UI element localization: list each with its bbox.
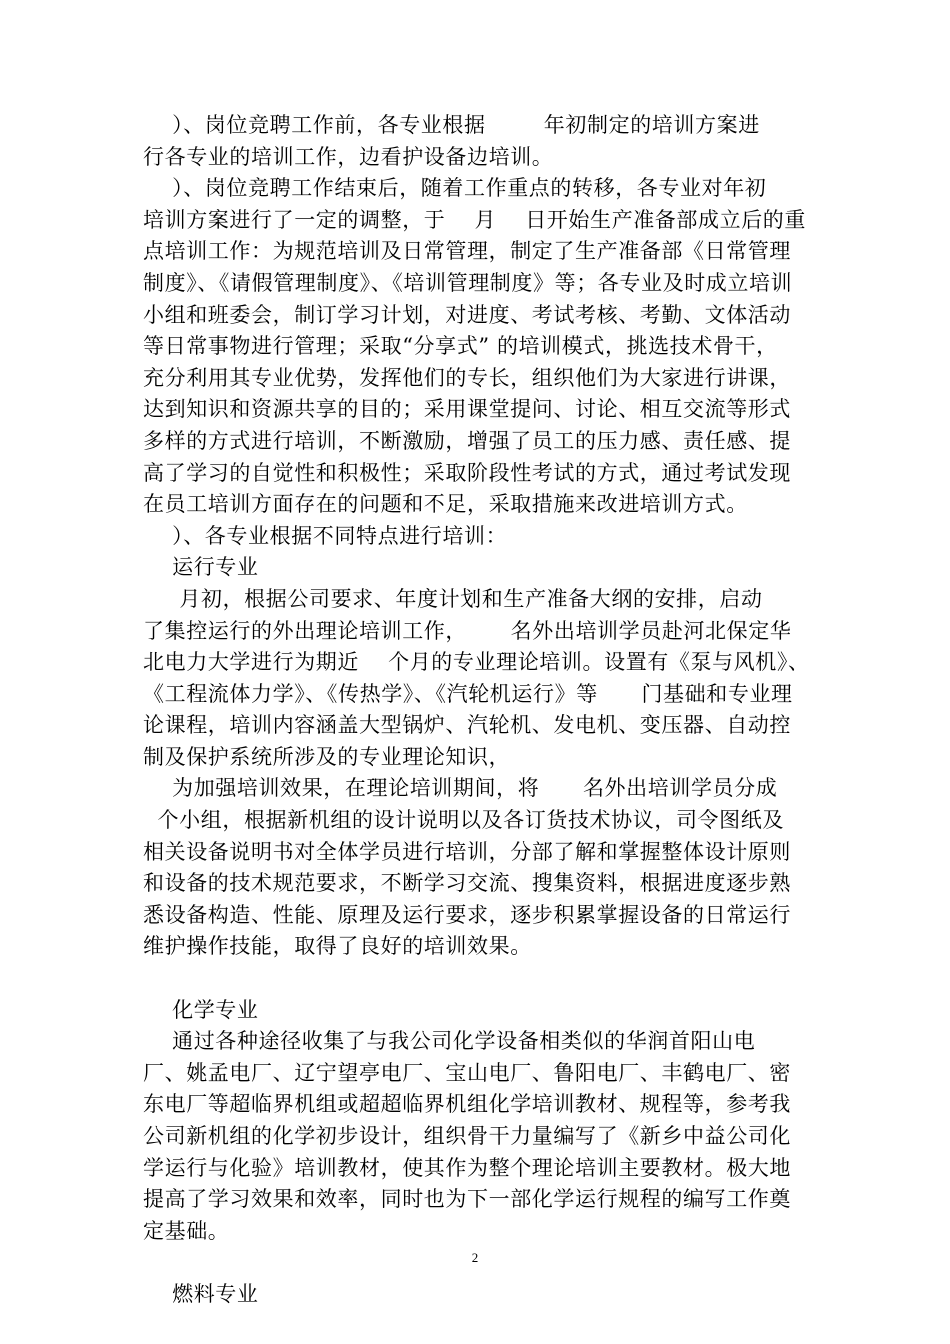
text-line: 厂、姚孟电厂、辽宁望亭电厂、宝山电厂、鲁阳电厂、丰鹤电厂、密 — [143, 1060, 791, 1085]
text-line: 通过各种途径收集了与我公司化学设备相类似的华润首阳山电 — [143, 1029, 756, 1054]
text-line: 北电力大学进行为期近 个月的专业理论培训。设置有《泵与风机》、 — [143, 650, 810, 675]
text-line: 个小组，根据新机组的设计说明以及各订货技术协议，司令图纸及 — [143, 808, 784, 833]
text-line: ）、各专业根据不同特点进行培训： — [143, 523, 508, 548]
paragraph-gap — [143, 963, 813, 995]
text-line: 等日常事物进行管理；采取“分享式” 的培训模式，挑选技术骨干， — [143, 334, 778, 359]
text-line: 运行专业 — [143, 555, 259, 580]
text-line: 月初，根据公司要求、年度计划和生产准备大纲的安排，启动 — [143, 586, 763, 611]
text-line: 小组和班委会，制订学习计划，对进度、考试考核、考勤、文体活动 — [143, 302, 791, 327]
text-line: 在员工培训方面存在的问题和不足，采取措施来改进培训方式。 — [143, 492, 748, 517]
text-line: 高了学习的自觉性和积极性；采取阶段性考试的方式，通过考试发现 — [143, 460, 791, 485]
text-line: 论课程，培训内容涵盖大型锅炉、汽轮机、发电机、变压器、自动控 — [143, 713, 791, 738]
text-line: 行各专业的培训工作，边看护设备边培训。 — [143, 144, 554, 169]
document-body — [143, 110, 813, 1311]
text-line: 东电厂等超临界机组或超超临界机组化学培训教材、规程等，参考我 — [143, 1092, 791, 1117]
text-line: 维护操作技能，取得了良好的培训效果。 — [143, 934, 532, 959]
text-line: 定基础。 — [143, 1218, 230, 1243]
text-line: 《工程流体力学》、《传热学》、《汽轮机运行》等 门基础和专业理 — [143, 681, 793, 706]
text-line: ）、岗位竞聘工作结束后，随着工作重点的转移，各专业对年初 — [143, 176, 767, 201]
text-line: 提高了学习效果和效率，同时也为下一部化学运行规程的编写工作奠 — [143, 1187, 791, 1212]
text-line: 化学专业 — [143, 997, 259, 1022]
text-line: 为加强培训效果，在理论培训期间，将 名外出培训学员分成 — [143, 776, 778, 801]
text-line: 相关设备说明书对全体学员进行培训，分部了解和掌握整体设计原则 — [143, 839, 791, 864]
text-line: 充分利用其专业优势，发挥他们的专长，组织他们为大家进行讲课， — [143, 365, 791, 390]
text-line: ）、岗位竞聘工作前，各专业根据 年初制定的培训方案进 — [143, 113, 760, 137]
text-line: 和设备的技术规范要求，不断学习交流、搜集资料，根据进度逐步熟 — [143, 871, 791, 896]
text-line: 培训方案进行了一定的调整，于 月 日开始生产准备部成立后的重 — [143, 207, 806, 232]
text-line: 点培训工作：为规范培训及日常管理，制定了生产准备部《日常管理 — [143, 239, 791, 264]
text-line: 悉设备构造、性能、原理及运行要求，逐步积累掌握设备的日常运行 — [143, 902, 791, 927]
text-line: 达到知识和资源共享的目的；采用课堂提问、讨论、相互交流等形式 — [143, 397, 791, 422]
text-line: 燃料专业 — [143, 1281, 259, 1306]
text-line: 多样的方式进行培训，不断激励，增强了员工的压力感、责任感、提 — [143, 428, 791, 453]
text-line: 制及保护系统所涉及的专业理论知识， — [143, 744, 511, 769]
text-line: 了集控运行的外出理论培训工作， 名外出培训学员赴河北保定华 — [143, 618, 792, 643]
text-line: 制度》、《请假管理制度》、《培训管理制度》等；各专业及时成立培训 — [143, 270, 793, 295]
text-line: 学运行与化验》培训教材，使其作为整个理论培训主要教材。极大地 — [143, 1155, 791, 1180]
text-line: 公司新机组的化学初步设计，组织骨干力量编写了《新乡中益公司化 — [143, 1124, 791, 1148]
page-number: 2 — [471, 1250, 479, 1265]
